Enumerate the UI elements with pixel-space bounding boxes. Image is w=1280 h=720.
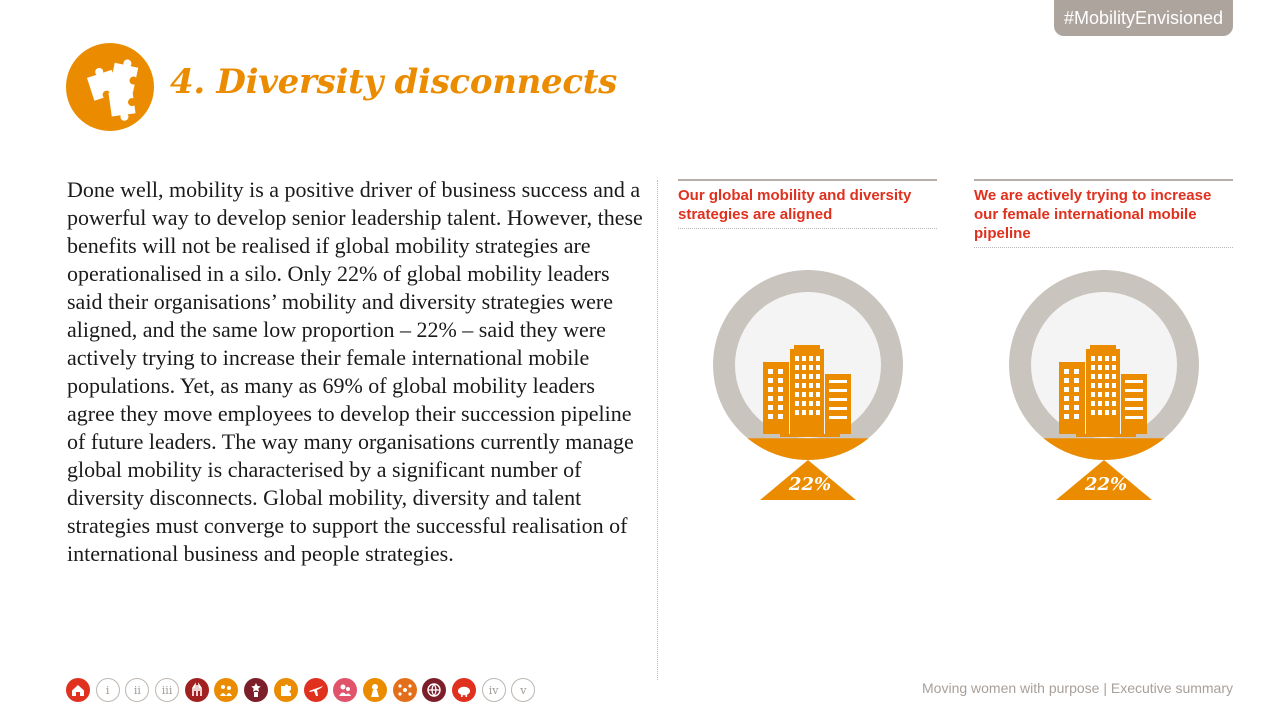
nav-award-icon[interactable] xyxy=(363,678,387,702)
page-title: 4. Diversity disconnects xyxy=(170,62,618,102)
nav-item-v[interactable]: v xyxy=(511,678,535,702)
percent-donut-female-pipeline xyxy=(1004,265,1204,505)
nav-network-icon[interactable] xyxy=(393,678,417,702)
donut-filled-segment xyxy=(747,438,868,460)
nav-plane-icon[interactable] xyxy=(304,678,328,702)
nav-globe-icon[interactable] xyxy=(422,678,446,702)
body-paragraph: Done well, mobility is a positive driver of business success and a powerful way to develop senior leadership talent. However, these benefits will not be realised if global mobility strategies are operationalised in a silo. Only 22% of global mobility leaders said their organisations’ mobility and diversity strategies were aligned, and the same low proportion – 22% – said they were actively trying to increase their female international mobile populations. Yet, as many as 69% of global mobility leaders agree they move employees to develop their succession pipeline of future leaders. The way many organisations currently manage global mobility is characterised by a significant number of diversity disconnects. Global mobility, diversity and talent strategies must converge to support the successful realisation of international business and people strategies. xyxy=(67,177,643,566)
stat-value: 22% xyxy=(1084,474,1128,495)
nav-star-person-icon[interactable] xyxy=(244,678,268,702)
hashtag-badge: #MobilityEnvisioned xyxy=(1054,0,1233,36)
puzzle-icon xyxy=(66,43,154,131)
stat-rule xyxy=(678,228,937,229)
stat-value: 22% xyxy=(788,474,832,495)
nav-people-icon[interactable] xyxy=(214,678,238,702)
nav-home-icon[interactable] xyxy=(66,678,90,702)
nav-hands-icon[interactable] xyxy=(185,678,209,702)
percent-donut-aligned xyxy=(708,265,908,505)
nav-item-ii[interactable]: ii xyxy=(125,678,149,702)
stat-rule xyxy=(974,247,1233,248)
nav-puzzle-icon[interactable] xyxy=(274,678,298,702)
donut-filled-segment xyxy=(1043,438,1164,460)
nav-item-i[interactable]: i xyxy=(96,678,120,702)
nav-family-icon[interactable] xyxy=(333,678,357,702)
nav-item-iv[interactable]: iv xyxy=(482,678,506,702)
nav-piggy-bank-icon[interactable] xyxy=(452,678,476,702)
stat-panel-female-pipeline xyxy=(974,179,1233,248)
section-nav xyxy=(66,678,541,702)
stat-title: We are actively trying to increase our female international mobile pipeline xyxy=(974,187,1212,242)
footer-text: Moving women with purpose | Executive summary xyxy=(922,680,1233,696)
column-divider xyxy=(657,180,658,680)
nav-item-iii[interactable]: iii xyxy=(155,678,179,702)
stat-title: Our global mobility and diversity strategies are aligned xyxy=(678,187,912,223)
stat-panel-aligned xyxy=(678,179,937,229)
